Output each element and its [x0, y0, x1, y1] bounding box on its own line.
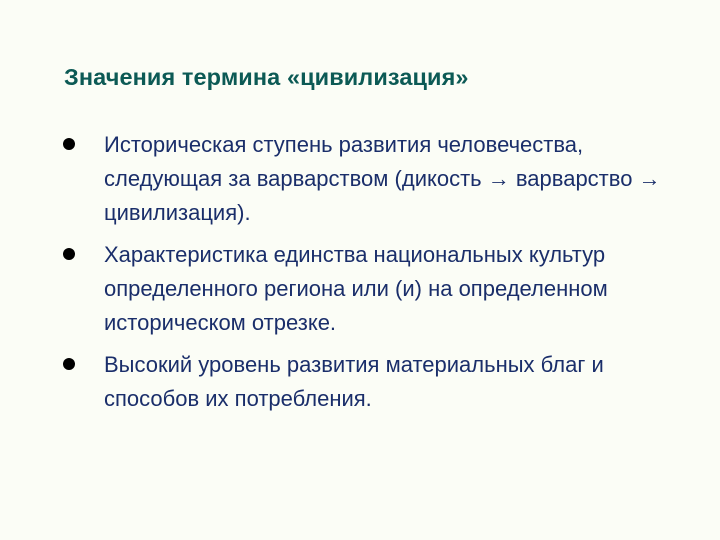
bullet-text: Историческая ступень развития человечества, следующая за варварством (дикость → варварство → цивилизация).	[104, 132, 661, 225]
bullet-item-material-level	[58, 348, 668, 416]
bullet-dot-icon	[63, 248, 75, 260]
bullet-list	[58, 128, 668, 424]
bullet-text: Высокий уровень развития материальных благ и способов их потребления.	[104, 352, 604, 411]
bullet-item-historical-stage	[58, 128, 668, 230]
bullet-text: Характеристика единства национальных культур определенного региона или (и) на определенном историческом отрезке.	[104, 242, 608, 335]
bullet-item-cultural-unity	[58, 238, 668, 340]
bullet-dot-icon	[63, 358, 75, 370]
bullet-dot-icon	[63, 138, 75, 150]
slide-title: Значения термина «цивилизация»	[64, 64, 469, 90]
